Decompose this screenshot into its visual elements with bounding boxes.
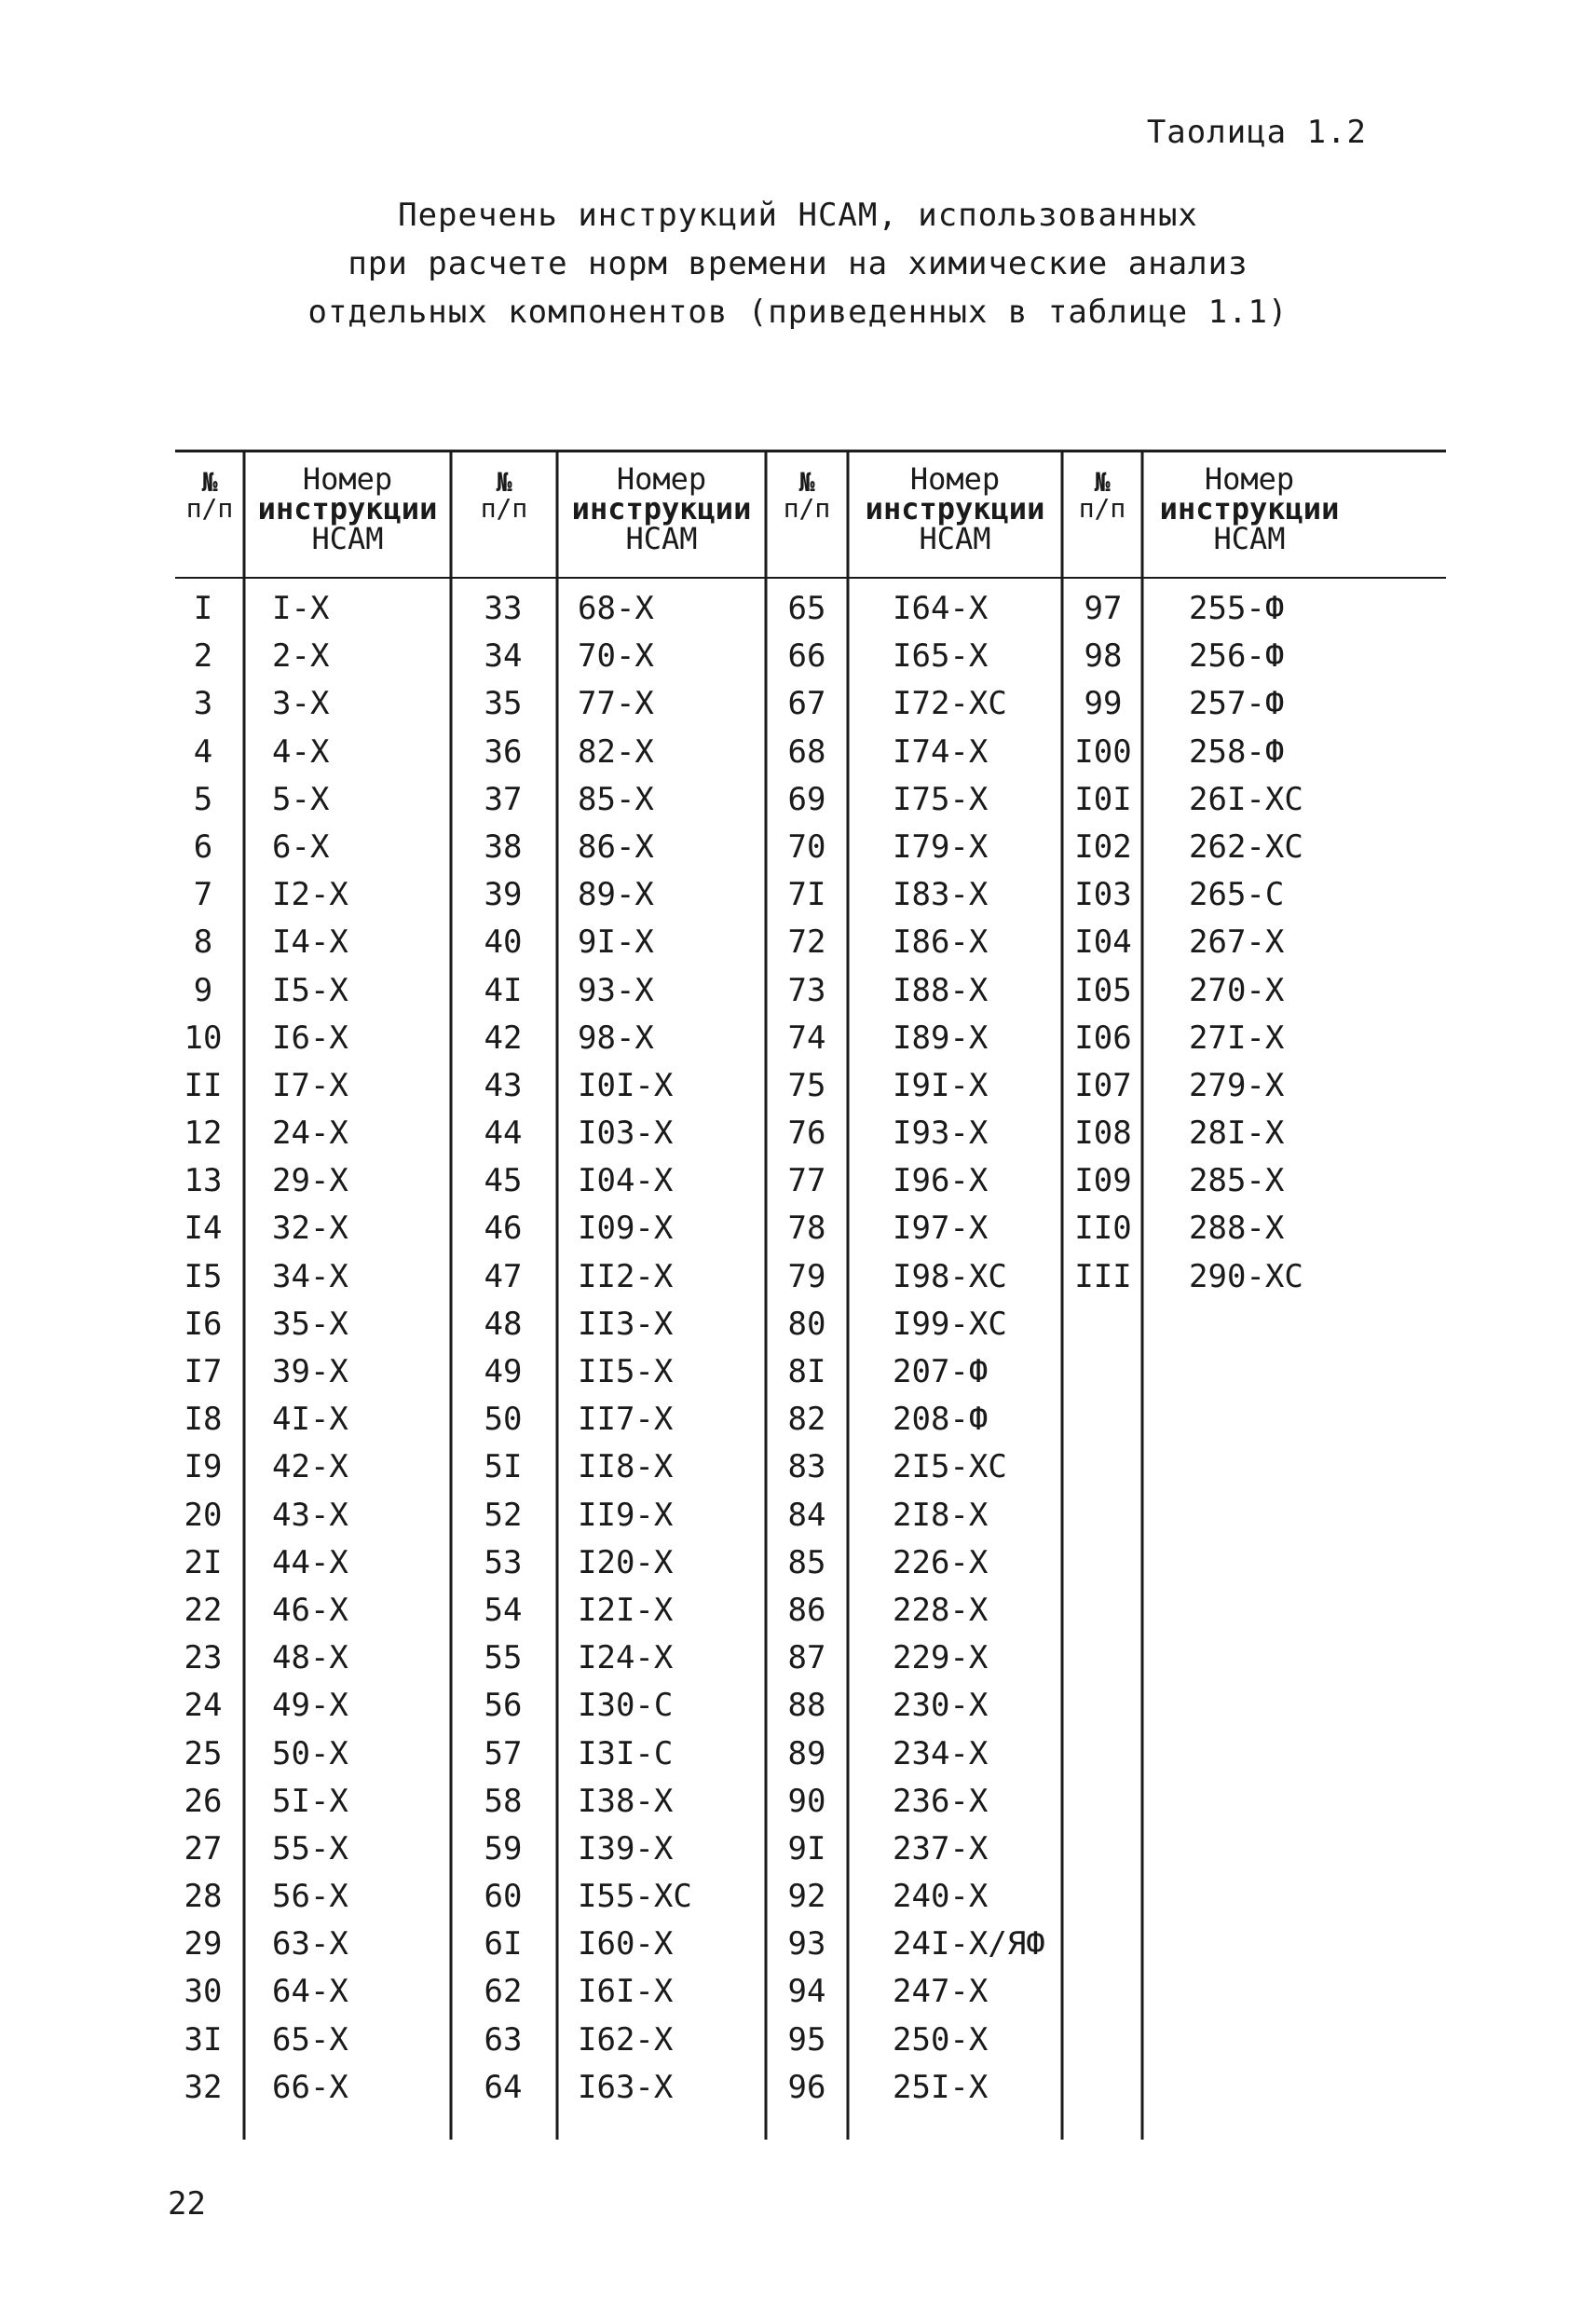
instruction-number-cell: I20-X: [578, 1543, 674, 1581]
row-number-cell: 40: [484, 923, 523, 962]
row-number-cell: 43: [484, 1066, 523, 1104]
row-number-cell: 28: [184, 1878, 223, 1916]
instruction-number-cell: I4-X: [272, 923, 348, 962]
row-number-cell: I08: [1074, 1115, 1132, 1153]
instruction-number-cell: 5-X: [272, 780, 330, 818]
row-number-cell: 24: [184, 1687, 223, 1725]
instruction-number-cell: 98-X: [578, 1019, 654, 1057]
row-number-cell: I03: [1074, 876, 1132, 914]
row-number-cell: 47: [484, 1257, 523, 1295]
instruction-number-cell: 258-Ф: [1189, 732, 1285, 771]
row-number-cell: 69: [787, 780, 826, 818]
instruction-number-cell: 25I-X: [893, 2068, 989, 2106]
instruction-number-cell: 247-X: [893, 1973, 989, 2011]
column-num-4: [1066, 585, 1140, 1301]
header-instr-line1: Номер: [909, 461, 1001, 497]
header-instr-line2: инструкции: [865, 491, 1045, 527]
header-num-symbol: №: [798, 467, 815, 498]
row-number-cell: I4: [184, 1210, 223, 1248]
row-number-cell: 38: [484, 828, 523, 866]
row-number-cell: 73: [787, 971, 826, 1009]
instruction-number-cell: 24-X: [272, 1115, 348, 1153]
row-number-cell: 56: [484, 1687, 523, 1725]
row-number-cell: 5: [193, 780, 213, 818]
header-instr-2: [557, 461, 766, 556]
instruction-number-cell: I39-X: [578, 1829, 674, 1867]
header-num-2: [451, 467, 557, 524]
header-instr-line3: НСАМ: [1213, 521, 1286, 556]
instruction-number-cell: 267-X: [1189, 923, 1285, 962]
row-number-cell: 36: [484, 732, 523, 771]
row-number-cell: I06: [1074, 1019, 1132, 1057]
row-number-cell: I05: [1074, 971, 1132, 1009]
instruction-number-cell: 2I8-X: [893, 1496, 989, 1534]
instruction-number-cell: 93-X: [578, 971, 654, 1009]
instruction-number-cell: 4I-X: [272, 1401, 348, 1439]
row-number-cell: 83: [787, 1448, 826, 1486]
row-number-cell: 99: [1084, 685, 1123, 723]
row-number-cell: 45: [484, 1162, 523, 1200]
row-number-cell: 37: [484, 780, 523, 818]
instruction-number-cell: I63-X: [578, 2068, 674, 2106]
instruction-number-cell: I83-X: [893, 876, 989, 914]
column-instr-2: [578, 585, 755, 2112]
column-instr-1: [272, 585, 440, 2112]
instruction-number-cell: 49-X: [272, 1687, 348, 1725]
header-instr-line1: Номер: [1204, 461, 1295, 497]
row-number-cell: I: [193, 590, 213, 627]
row-number-cell: 63: [484, 2020, 523, 2059]
instruction-number-cell: I3I-C: [578, 1734, 674, 1772]
instruction-number-cell: 279-X: [1189, 1066, 1285, 1104]
instruction-number-cell: I93-X: [893, 1115, 989, 1153]
row-number-cell: 3: [193, 685, 213, 723]
row-number-cell: 84: [787, 1496, 826, 1534]
instruction-number-cell: I65-X: [893, 637, 989, 676]
instruction-number-cell: I6-X: [272, 1019, 348, 1057]
title-line-2: при расчете норм времени на химические анализ: [348, 245, 1248, 282]
instruction-number-cell: 55-X: [272, 1829, 348, 1867]
row-number-cell: 94: [787, 1973, 826, 2011]
row-number-cell: 85: [787, 1543, 826, 1581]
instruction-number-cell: 237-X: [893, 1829, 989, 1867]
instruction-number-cell: 27I-X: [1189, 1019, 1285, 1057]
row-number-cell: I00: [1074, 732, 1132, 771]
instruction-number-cell: 39-X: [272, 1353, 348, 1390]
column-num-3: [770, 585, 844, 2112]
row-number-cell: 32: [184, 2068, 223, 2106]
header-instr-line3: НСАМ: [311, 521, 384, 556]
row-number-cell: 9: [193, 971, 213, 1009]
instruction-number-cell: 89-X: [578, 876, 654, 914]
instruction-number-cell: I-X: [272, 590, 330, 627]
header-num-label: п/п: [783, 493, 831, 524]
instruction-number-cell: 2I5-XC: [893, 1448, 1007, 1486]
row-number-cell: I0I: [1074, 780, 1132, 818]
instruction-number-cell: 82-X: [578, 732, 654, 771]
header-instr-line3: НСАМ: [919, 521, 991, 556]
header-instr-line2: инструкции: [571, 491, 752, 527]
row-number-cell: I5: [184, 1257, 223, 1295]
instruction-number-cell: I88-X: [893, 971, 989, 1009]
instruction-number-cell: I97-X: [893, 1210, 989, 1248]
row-number-cell: 74: [787, 1019, 826, 1057]
instruction-number-cell: 256-Ф: [1189, 637, 1285, 676]
row-number-cell: 70: [787, 828, 826, 866]
row-number-cell: 55: [484, 1639, 523, 1677]
instruction-number-cell: II2-X: [578, 1257, 674, 1295]
title-line-3: отдельных компонентов (приведенных в таблице 1.1): [307, 294, 1289, 331]
row-number-cell: 66: [787, 637, 826, 676]
instruction-number-cell: I98-XC: [893, 1257, 1007, 1295]
instruction-number-cell: 44-X: [272, 1543, 348, 1581]
instruction-number-cell: 63-X: [272, 1925, 348, 1963]
row-number-cell: 54: [484, 1591, 523, 1629]
header-num-label: п/п: [1078, 493, 1126, 524]
instruction-number-cell: 265-C: [1189, 876, 1285, 914]
instruction-number-cell: I38-X: [578, 1782, 674, 1820]
instruction-number-cell: I99-XC: [893, 1305, 1007, 1343]
column-num-1: [175, 585, 231, 2112]
row-number-cell: 77: [787, 1162, 826, 1200]
instruction-number-cell: I96-X: [893, 1162, 989, 1200]
row-number-cell: 59: [484, 1829, 523, 1867]
row-number-cell: 72: [787, 923, 826, 962]
instruction-number-cell: II3-X: [578, 1305, 674, 1343]
instruction-number-cell: II5-X: [578, 1353, 674, 1390]
row-number-cell: 27: [184, 1829, 223, 1867]
instruction-number-cell: 9I-X: [578, 923, 654, 962]
row-number-cell: 33: [484, 590, 523, 627]
page-number: 22: [168, 2185, 206, 2223]
row-number-cell: 7: [193, 876, 213, 914]
instruction-number-cell: I75-X: [893, 780, 989, 818]
row-number-cell: I07: [1074, 1066, 1132, 1104]
column-instr-3: [893, 585, 1060, 2112]
row-number-cell: I7: [184, 1353, 223, 1390]
row-number-cell: 86: [787, 1591, 826, 1629]
instruction-number-cell: 48-X: [272, 1639, 348, 1677]
instruction-number-cell: 29-X: [272, 1162, 348, 1200]
row-number-cell: II: [184, 1066, 223, 1104]
row-number-cell: 64: [484, 2068, 523, 2106]
instruction-number-cell: 56-X: [272, 1878, 348, 1916]
row-number-cell: 92: [787, 1878, 826, 1916]
header-num-symbol: №: [496, 467, 512, 498]
row-number-cell: 67: [787, 685, 826, 723]
instruction-number-cell: 70-X: [578, 637, 654, 676]
row-number-cell: 35: [484, 685, 523, 723]
instruction-number-cell: I79-X: [893, 828, 989, 866]
row-number-cell: 53: [484, 1543, 523, 1581]
instruction-number-cell: 234-X: [893, 1734, 989, 1772]
instruction-number-cell: I09-X: [578, 1210, 674, 1248]
header-num-label: п/п: [480, 493, 528, 524]
instruction-number-cell: 2-X: [272, 637, 330, 676]
row-number-cell: 50: [484, 1401, 523, 1439]
instruction-number-cell: I89-X: [893, 1019, 989, 1057]
row-number-cell: 7I: [787, 876, 826, 914]
row-number-cell: 57: [484, 1734, 523, 1772]
instruction-number-cell: 64-X: [272, 1973, 348, 2011]
instruction-number-cell: I86-X: [893, 923, 989, 962]
instruction-number-cell: I62-X: [578, 2020, 674, 2059]
instruction-number-cell: 68-X: [578, 590, 654, 627]
row-number-cell: 6I: [484, 1925, 523, 1963]
header-num-4: [1062, 467, 1142, 524]
instruction-number-cell: 229-X: [893, 1639, 989, 1677]
instruction-number-cell: 6-X: [272, 828, 330, 866]
instruction-number-cell: I9I-X: [893, 1066, 989, 1104]
row-number-cell: 44: [484, 1115, 523, 1153]
header-instr-line2: инструкции: [257, 491, 438, 527]
row-number-cell: III: [1074, 1257, 1132, 1295]
row-number-cell: 29: [184, 1925, 223, 1963]
instruction-number-cell: 28I-X: [1189, 1115, 1285, 1153]
header-num-3: [766, 467, 848, 524]
instruction-number-cell: I0I-X: [578, 1066, 674, 1104]
instruction-number-cell: I6I-X: [578, 1973, 674, 2011]
instruction-number-cell: II9-X: [578, 1496, 674, 1534]
row-number-cell: 2I: [184, 1543, 223, 1581]
row-number-cell: 5I: [484, 1448, 523, 1486]
instruction-number-cell: I24-X: [578, 1639, 674, 1677]
row-number-cell: 75: [787, 1066, 826, 1104]
instruction-number-cell: 226-X: [893, 1543, 989, 1581]
instruction-number-cell: 65-X: [272, 2020, 348, 2059]
column-num-2: [466, 585, 540, 2112]
instruction-number-cell: 270-X: [1189, 971, 1285, 1009]
instruction-number-cell: 285-X: [1189, 1162, 1285, 1200]
instruction-number-cell: I30-C: [578, 1687, 674, 1725]
instruction-number-cell: 255-Ф: [1189, 590, 1285, 627]
row-number-cell: 48: [484, 1305, 523, 1343]
header-num-1: [175, 467, 244, 524]
row-number-cell: 98: [1084, 637, 1123, 676]
row-number-cell: I9: [184, 1448, 223, 1486]
row-number-cell: 9I: [787, 1829, 826, 1867]
header-instr-3: [848, 461, 1062, 556]
instruction-number-cell: 288-X: [1189, 1210, 1285, 1248]
header-num-symbol: №: [201, 467, 218, 498]
instruction-number-cell: 4-X: [272, 732, 330, 771]
instruction-number-cell: I55-XC: [578, 1878, 692, 1916]
instruction-number-cell: 66-X: [272, 2068, 348, 2106]
header-num-label: п/п: [185, 493, 234, 524]
title-line-1: Перечень инструкций НСАМ, использованных: [398, 197, 1198, 234]
instruction-number-cell: 77-X: [578, 685, 654, 723]
row-number-cell: 89: [787, 1734, 826, 1772]
instruction-number-cell: 228-X: [893, 1591, 989, 1629]
row-number-cell: 58: [484, 1782, 523, 1820]
row-number-cell: 82: [787, 1401, 826, 1439]
row-number-cell: 12: [184, 1115, 223, 1153]
row-number-cell: 39: [484, 876, 523, 914]
instruction-number-cell: 262-XC: [1189, 828, 1303, 866]
instruction-number-cell: 24I-X/ЯФ: [893, 1925, 1045, 1963]
row-number-cell: 2: [193, 637, 213, 676]
instruction-number-cell: 32-X: [272, 1210, 348, 1248]
row-number-cell: 97: [1084, 590, 1123, 627]
row-number-cell: 8: [193, 923, 213, 962]
row-number-cell: 34: [484, 637, 523, 676]
instruction-number-cell: II7-X: [578, 1401, 674, 1439]
row-number-cell: 65: [787, 590, 826, 627]
row-number-cell: 76: [787, 1115, 826, 1153]
instruction-number-cell: I64-X: [893, 590, 989, 627]
row-number-cell: 6: [193, 828, 213, 866]
instruction-number-cell: I03-X: [578, 1115, 674, 1153]
instruction-number-cell: 250-X: [893, 2020, 989, 2059]
row-number-cell: 30: [184, 1973, 223, 2011]
row-number-cell: 79: [787, 1257, 826, 1295]
instruction-number-cell: 290-XC: [1189, 1257, 1303, 1295]
instruction-number-cell: 42-X: [272, 1448, 348, 1486]
instruction-number-cell: 240-X: [893, 1878, 989, 1916]
header-instr-line2: инструкции: [1159, 491, 1340, 527]
instruction-number-cell: I60-X: [578, 1925, 674, 1963]
row-number-cell: 80: [787, 1305, 826, 1343]
instruction-number-cell: 207-Ф: [893, 1353, 989, 1390]
instruction-number-cell: 5I-X: [272, 1782, 348, 1820]
instruction-number-cell: 34-X: [272, 1257, 348, 1295]
instruction-number-cell: 35-X: [272, 1305, 348, 1343]
table-label: Таолица 1.2: [1146, 114, 1367, 151]
row-number-cell: 25: [184, 1734, 223, 1772]
row-number-cell: 88: [787, 1687, 826, 1725]
row-number-cell: 87: [787, 1639, 826, 1677]
header-instr-4: [1142, 461, 1357, 556]
row-number-cell: I09: [1074, 1162, 1132, 1200]
row-number-cell: II0: [1074, 1210, 1132, 1248]
instruction-number-cell: 86-X: [578, 828, 654, 866]
row-number-cell: 3I: [184, 2020, 223, 2059]
instruction-number-cell: 85-X: [578, 780, 654, 818]
instruction-number-cell: 26I-XC: [1189, 780, 1303, 818]
instruction-number-cell: I04-X: [578, 1162, 674, 1200]
row-number-cell: 13: [184, 1162, 223, 1200]
instruction-number-cell: I7-X: [272, 1066, 348, 1104]
row-number-cell: 96: [787, 2068, 826, 2106]
instruction-number-cell: I72-XC: [893, 685, 1007, 723]
row-number-cell: 10: [184, 1019, 223, 1057]
row-number-cell: 46: [484, 1210, 523, 1248]
row-number-cell: 78: [787, 1210, 826, 1248]
row-number-cell: 23: [184, 1639, 223, 1677]
column-instr-4: [1189, 585, 1357, 1301]
row-number-cell: I6: [184, 1305, 223, 1343]
row-number-cell: 4I: [484, 971, 523, 1009]
row-number-cell: 62: [484, 1973, 523, 2011]
instruction-number-cell: 50-X: [272, 1734, 348, 1772]
header-instr-1: [244, 461, 451, 556]
header-instr-line3: НСАМ: [625, 521, 698, 556]
row-number-cell: 90: [787, 1782, 826, 1820]
row-number-cell: 93: [787, 1925, 826, 1963]
instruction-number-cell: I5-X: [272, 971, 348, 1009]
row-number-cell: 4: [193, 732, 213, 771]
header-instr-line1: Номер: [302, 461, 393, 497]
row-number-cell: 52: [484, 1496, 523, 1534]
row-number-cell: 68: [787, 732, 826, 771]
instruction-number-cell: 257-Ф: [1189, 685, 1285, 723]
row-number-cell: 26: [184, 1782, 223, 1820]
instruction-number-cell: 208-Ф: [893, 1401, 989, 1439]
instruction-number-cell: 3-X: [272, 685, 330, 723]
instruction-number-cell: I2-X: [272, 876, 348, 914]
instruction-number-cell: I2I-X: [578, 1591, 674, 1629]
row-number-cell: 20: [184, 1496, 223, 1534]
row-number-cell: 22: [184, 1591, 223, 1629]
instruction-number-cell: II8-X: [578, 1448, 674, 1486]
header-instr-line1: Номер: [616, 461, 707, 497]
instruction-number-cell: 230-X: [893, 1687, 989, 1725]
header-num-symbol: №: [1094, 467, 1111, 498]
row-number-cell: 42: [484, 1019, 523, 1057]
instruction-number-cell: 236-X: [893, 1782, 989, 1820]
row-number-cell: 60: [484, 1878, 523, 1916]
row-number-cell: 49: [484, 1353, 523, 1390]
row-number-cell: 8I: [787, 1353, 826, 1390]
instruction-number-cell: 46-X: [272, 1591, 348, 1629]
row-number-cell: I04: [1074, 923, 1132, 962]
instruction-number-cell: 43-X: [272, 1496, 348, 1534]
instruction-number-cell: I74-X: [893, 732, 989, 771]
row-number-cell: I02: [1074, 828, 1132, 866]
row-number-cell: 95: [787, 2020, 826, 2059]
row-number-cell: I8: [184, 1401, 223, 1439]
